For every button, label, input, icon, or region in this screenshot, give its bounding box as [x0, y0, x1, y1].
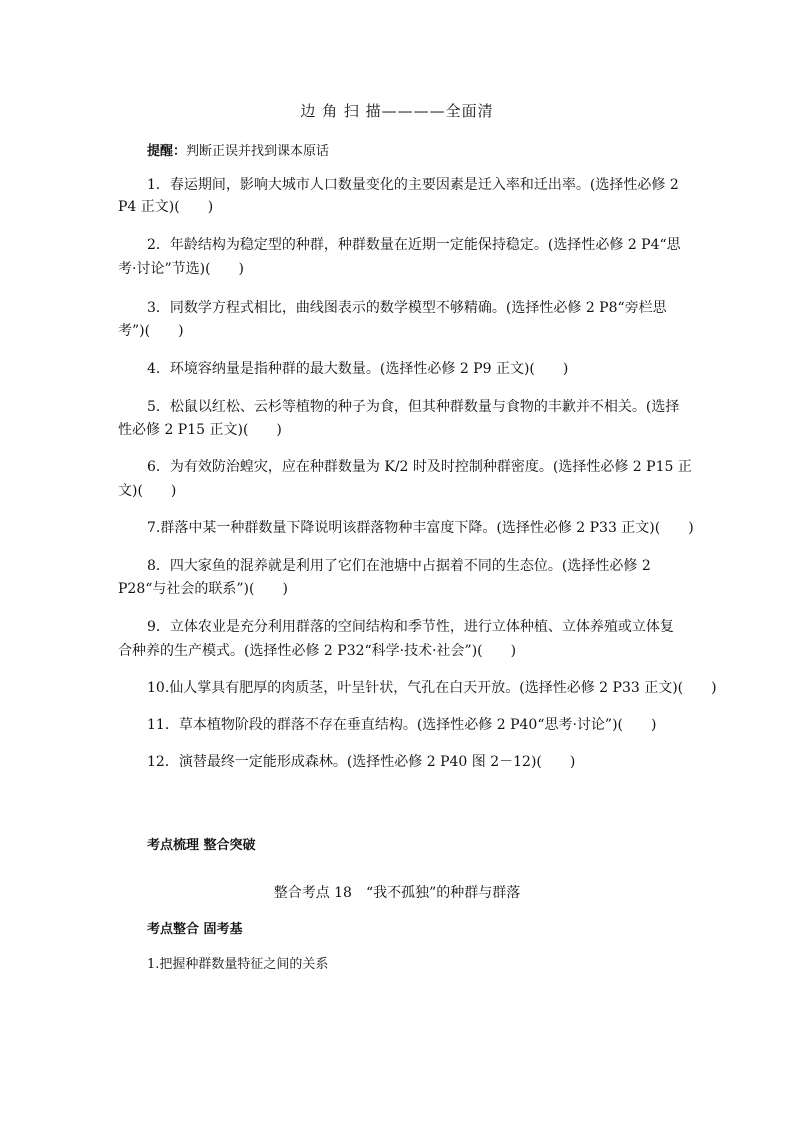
- reminder-line: [147, 140, 329, 159]
- item-9-line-1: 9．立体农业是充分利用群落的空间结构和季节性，进行立体种植、立体养殖或立体复: [147, 619, 674, 635]
- item-3-line-1: 3．同数学方程式相比，曲线图表示的数学模型不够精确。(选择性必修 2 P8“旁栏思: [147, 300, 667, 316]
- section-title: 整合考点 18 “我不孤独”的种群与群落: [273, 885, 521, 901]
- item-3-line-2: 考”)( ): [118, 323, 184, 339]
- section-subheading: 考点整合 固考基: [147, 922, 243, 937]
- point-1: 1.把握种群数量特征之间的关系: [147, 957, 329, 972]
- reminder-text: 判断正误并找到课本原话: [186, 144, 330, 159]
- section-heading: 考点梳理 整合突破: [147, 838, 256, 853]
- item-2-line-2: 考·讨论”节选)( ): [118, 261, 244, 277]
- item-6-line-2: 文)( ): [118, 483, 177, 499]
- item-8-line-1: 8．四大家鱼的混养就是利用了它们在池塘中占据着不同的生态位。(选择性必修 2: [147, 558, 651, 574]
- item-9-line-2: 合种养的生产模式。(选择性必修 2 P32“科学·技术·社会”)( ): [118, 643, 517, 659]
- item-7-line-1: 7.群落中某一种群数量下降说明该群落物种丰富度下降。(选择性必修 2 P33 正文)( ): [147, 520, 694, 536]
- page-title: 边 角 扫 描————全面清: [300, 102, 494, 120]
- item-5-line-1: 5．松鼠以红松、云杉等植物的种子为食，但其种群数量与食物的丰歉并不相关。(选择: [147, 399, 680, 415]
- item-1-line-1: 1．春运期间，影响大城市人口数量变化的主要因素是迁入率和迁出率。(选择性必修 2: [147, 177, 679, 193]
- item-8-line-2: P28“与社会的联系”)( ): [118, 581, 288, 597]
- item-1-line-2: P4 正文)( ): [118, 199, 214, 215]
- item-10-line-1: 10.仙人掌具有肥厚的肉质茎，叶呈针状，气孔在白天开放。(选择性必修 2 P33 正文)( ): [147, 680, 717, 696]
- item-4-line-1: 4．环境容纳量是指种群的最大数量。(选择性必修 2 P9 正文)( ): [147, 361, 569, 377]
- item-11-line-1: 11．草本植物阶段的群落不存在垂直结构。(选择性必修 2 P40“思考·讨论”)( ): [147, 717, 657, 733]
- item-12-line-1: 12．演替最终一定能形成森林。(选择性必修 2 P40 图 2－12)( ): [147, 754, 576, 770]
- item-2-line-1: 2．年龄结构为稳定型的种群，种群数量在近期一定能保持稳定。(选择性必修 2 P4“思: [147, 237, 681, 253]
- reminder-label: 提醒：: [147, 144, 187, 159]
- item-6-line-1: 6．为有效防治蝗灾，应在种群数量为 K/2 时及时控制种群密度。(选择性必修 2 P15 正: [147, 459, 692, 475]
- item-5-line-2: 性必修 2 P15 正文)( ): [118, 422, 282, 438]
